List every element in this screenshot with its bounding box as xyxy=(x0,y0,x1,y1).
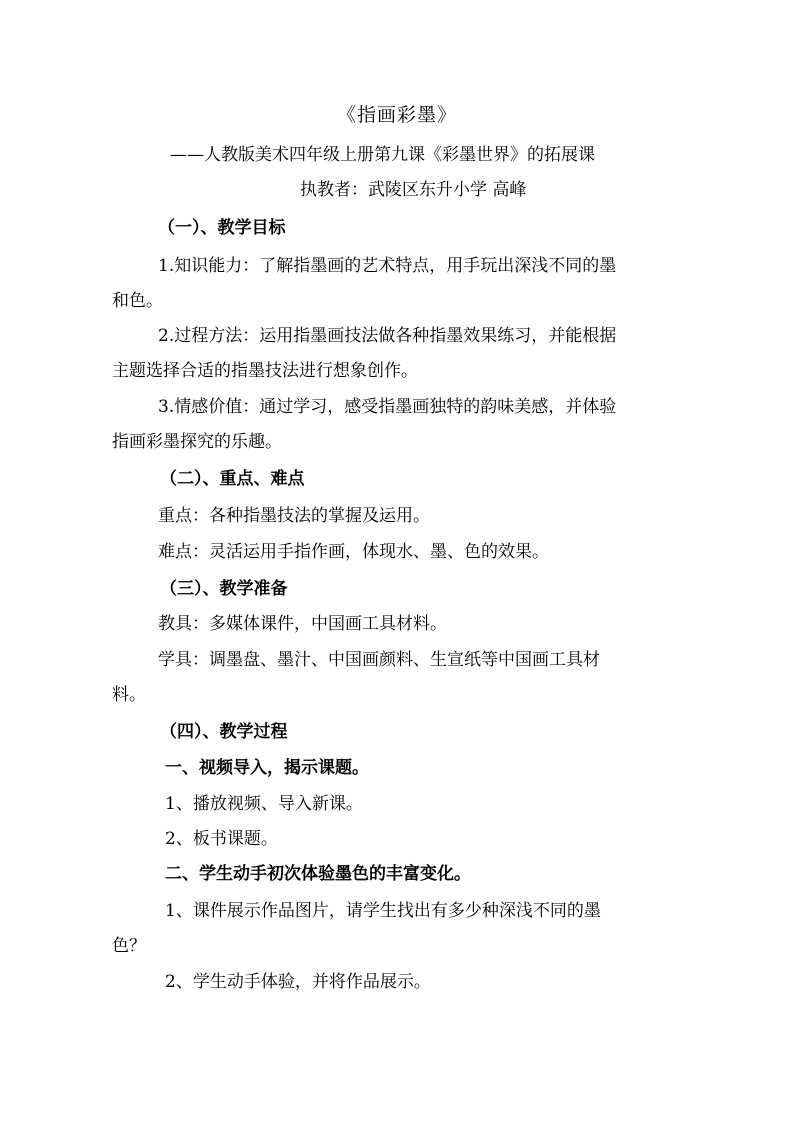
objective-1-line-1: 1.知识能力：了解指墨画的艺术特点，用手玩出深浅不同的墨 xyxy=(158,256,617,276)
process-part-2-step-2: 2、学生动手体验，并将作品展示。 xyxy=(165,972,431,992)
student-tools-line-1: 学具：调墨盘、墨汁、中国画颜料、生宣纸等中国画工具材 xyxy=(158,650,600,670)
difficulty-text: 难点：灵活运用手指作画，体现水、墨、色的效果。 xyxy=(158,542,549,562)
document-subtitle: ——人教版美术四年级上册第九课《彩墨世界》的拓展课 xyxy=(170,145,595,165)
key-point-text: 重点：各种指墨技法的掌握及运用。 xyxy=(158,506,430,526)
process-part-1-step-2: 2、板书课题。 xyxy=(165,829,278,849)
teacher-tools-text: 教具：多媒体课件，中国画工具材料。 xyxy=(158,614,447,634)
section-heading-preparation: （三）、教学准备 xyxy=(160,579,288,599)
student-tools-line-2: 料。 xyxy=(112,685,146,705)
process-part-2-step-1-line-1: 1、课件展示作品图片，请学生找出有多少种深浅不同的墨 xyxy=(165,901,601,921)
objective-2-line-2: 主题选择合适的指墨技法进行想象创作。 xyxy=(112,361,418,381)
document-title: 《指画彩墨》 xyxy=(336,104,457,126)
process-part-1-heading: 一、视频导入，揭示课题。 xyxy=(165,758,369,778)
objective-3-line-1: 3.情感价值：通过学习，感受指墨画独特的韵味美感，并体验 xyxy=(158,397,617,417)
objective-3-line-2: 指画彩墨探究的乐趣。 xyxy=(112,432,282,452)
process-part-2-heading: 二、学生动手初次体验墨色的丰富变化。 xyxy=(165,864,471,884)
section-heading-objectives: （一）、教学目标 xyxy=(158,218,286,238)
process-part-2-step-1-line-2: 色？ xyxy=(112,936,146,956)
section-heading-process: （四）、教学过程 xyxy=(160,722,288,742)
author-line: 执教者：武陵区东升小学 高峰 xyxy=(300,180,527,200)
section-heading-key-points: （二）、重点、难点 xyxy=(160,469,305,489)
objective-1-line-2: 和色。 xyxy=(112,291,163,311)
objective-2-line-1: 2.过程方法：运用指墨画技法做各种指墨效果练习，并能根据 xyxy=(158,326,617,346)
process-part-1-step-1: 1、播放视频、导入新课。 xyxy=(165,794,363,814)
